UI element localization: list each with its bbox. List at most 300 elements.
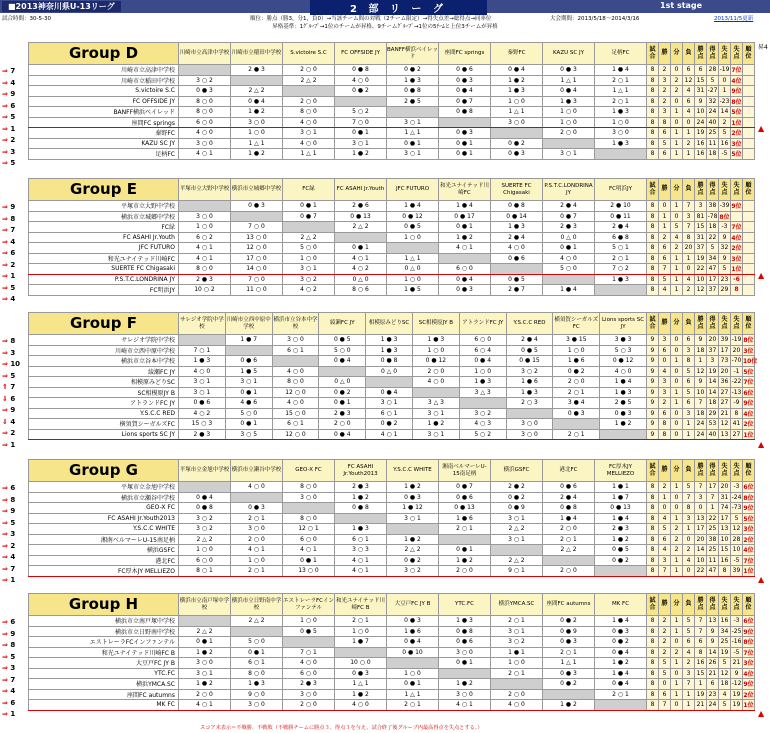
match-result: 0 ● 4 bbox=[595, 647, 647, 658]
table-row bbox=[29, 149, 755, 160]
stat-value: 1 bbox=[671, 513, 683, 524]
match-result: 3 ○ 1 bbox=[225, 377, 272, 388]
stat-value: 34 bbox=[719, 626, 731, 637]
stat-value: 3 bbox=[658, 377, 670, 388]
team-name: 港北FC bbox=[29, 555, 179, 566]
stat-value: 40 bbox=[706, 429, 718, 440]
match-result bbox=[491, 679, 543, 690]
team-name: エストレーラFCインファンテル bbox=[29, 637, 179, 648]
match-result: 3 ○ 2 bbox=[179, 75, 231, 86]
match-result: 4 ○ 0 bbox=[335, 75, 387, 86]
stat-value: 9 bbox=[646, 387, 658, 398]
stat-value: 8 bbox=[647, 149, 659, 160]
stat-value: 5 bbox=[683, 626, 695, 637]
match-result: 0 ● 3 bbox=[387, 492, 439, 503]
match-result: 2 △ 2 bbox=[387, 545, 439, 556]
match-result: 4 ○ 1 bbox=[439, 700, 491, 711]
stat-value: 81 bbox=[695, 211, 707, 222]
previous-rank: 4 bbox=[10, 417, 16, 426]
previous-rank: 9 bbox=[10, 90, 16, 98]
match-result bbox=[439, 253, 491, 264]
stat-value: 0 bbox=[671, 637, 683, 648]
match-result: 0 ● 8 bbox=[387, 86, 439, 97]
stat-value: 2 bbox=[659, 647, 671, 658]
stat-value: 6位 bbox=[743, 482, 755, 493]
match-result: 1 ○ 0 bbox=[283, 616, 335, 627]
team-name: FC ASAHI Jr.Youth2013 bbox=[29, 513, 179, 524]
table-row bbox=[29, 545, 755, 556]
stat-value: 2 bbox=[671, 75, 683, 86]
match-result: 0 ● 5 bbox=[387, 222, 439, 233]
stat-value: 4 bbox=[659, 545, 671, 556]
match-result: 0 ● 2 bbox=[387, 555, 439, 566]
match-result: 1 △ 1 bbox=[595, 86, 647, 97]
match-result: 0 ● 7 bbox=[543, 211, 595, 222]
match-result: 5 ○ 3 bbox=[600, 345, 647, 356]
stat-value: 17 bbox=[719, 513, 731, 524]
match-result bbox=[335, 232, 387, 243]
stat-value: 7 bbox=[659, 700, 671, 711]
stat-value: 53 bbox=[706, 419, 718, 430]
stat-value: 9 bbox=[646, 345, 658, 356]
stat-value: 8位 bbox=[731, 96, 743, 107]
stat-value: 6 bbox=[682, 398, 694, 409]
stat-value: 20 bbox=[706, 335, 718, 346]
match-result: 2 ● 4 bbox=[506, 335, 553, 346]
stat-value: 8 bbox=[647, 545, 659, 556]
match-result: 8 ○ 0 bbox=[179, 107, 231, 118]
stat-value: 5 bbox=[682, 387, 694, 398]
stat-value: 0 bbox=[683, 264, 695, 275]
match-result: 5 ○ 2 bbox=[335, 107, 387, 118]
stat-value: 8 bbox=[647, 75, 659, 86]
stat-value: 34 bbox=[707, 253, 719, 264]
match-result: 0 ● 10 bbox=[387, 647, 439, 658]
stat-value: 7位 bbox=[743, 647, 755, 658]
stat-value: 9 bbox=[646, 398, 658, 409]
stat-value: 38 bbox=[707, 534, 719, 545]
stat-value: 2 bbox=[683, 285, 695, 296]
match-result: 0 ● 2 bbox=[335, 86, 387, 97]
match-result: 3 ○ 2 bbox=[179, 513, 231, 524]
stat-value: 8 bbox=[647, 264, 659, 275]
stat-value: 1 bbox=[683, 253, 695, 264]
stat-value: 5位 bbox=[743, 513, 755, 524]
stat-value: 1 bbox=[682, 419, 694, 430]
match-result: 4 ○ 1 bbox=[179, 243, 231, 254]
arrow-icon: ⇒ bbox=[2, 283, 8, 292]
previous-rank: 2 bbox=[10, 429, 16, 437]
match-result: 5 ○ 0 bbox=[543, 264, 595, 275]
match-result: 2 ● 3 bbox=[543, 222, 595, 233]
match-result bbox=[459, 398, 506, 409]
stat-value bbox=[743, 201, 755, 212]
previous-rank: 5 bbox=[10, 518, 16, 527]
stat-value: -16 bbox=[731, 638, 742, 646]
match-result: 0 △ 0 bbox=[543, 232, 595, 243]
match-result: 0 ● 2 bbox=[366, 419, 413, 430]
stat-value: 13 bbox=[718, 429, 730, 440]
match-result bbox=[595, 285, 647, 296]
match-result: 1 ● 3 bbox=[543, 96, 595, 107]
stat-value: 5 bbox=[707, 75, 719, 86]
stat-header: 得点 bbox=[707, 43, 719, 65]
table-row bbox=[29, 524, 755, 535]
match-result: 2 △ 2 bbox=[231, 616, 283, 627]
match-result: 15 ○ 3 bbox=[179, 419, 226, 430]
previous-rank: 1 bbox=[10, 710, 16, 718]
stat-value: 4位 bbox=[731, 75, 743, 86]
match-result: 0 ● 4 bbox=[319, 429, 366, 440]
stat-value: 9位 bbox=[743, 679, 755, 690]
stat-value: 0 bbox=[670, 429, 682, 440]
stat-header: 負 bbox=[682, 313, 694, 335]
stat-value: 8 bbox=[647, 274, 659, 285]
stat-value: 9 bbox=[719, 253, 731, 264]
team-column-header: SUERTE FC Chigasaki bbox=[491, 179, 543, 201]
arrow-icon: ⇒ bbox=[2, 484, 8, 492]
match-result: 0 ● 1 bbox=[335, 128, 387, 139]
match-result: 2 ○ 0 bbox=[231, 534, 283, 545]
match-result: 4 ○ 1 bbox=[179, 700, 231, 711]
match-result: 0 △ 0 bbox=[387, 264, 439, 275]
team-column-header: BANFF横浜ベイレッド bbox=[387, 43, 439, 65]
stat-value: 1 bbox=[683, 689, 695, 700]
match-result: 0 ● 1 bbox=[543, 243, 595, 254]
match-result: 1 ● 6 bbox=[387, 626, 439, 637]
stat-value: 9 bbox=[646, 377, 658, 388]
match-result: 4 ○ 0 bbox=[272, 398, 319, 409]
arrow-icon: ⇓ bbox=[2, 417, 8, 426]
stat-value: 20 bbox=[695, 534, 707, 545]
stat-value: 0 bbox=[683, 534, 695, 545]
match-result: 4 ○ 0 bbox=[543, 253, 595, 264]
match-result: 0 ● 4 bbox=[459, 356, 506, 367]
stat-value: 4 bbox=[659, 285, 671, 296]
stat-header: 負 bbox=[683, 460, 695, 482]
match-result: 0 ● 4 bbox=[366, 387, 413, 398]
stat-value: 1 bbox=[671, 128, 683, 139]
match-result: 1 △ 1 bbox=[231, 138, 283, 149]
previous-rank: 9 bbox=[10, 203, 16, 211]
stat-value: 7位 bbox=[743, 555, 755, 566]
stat-value: 8 bbox=[647, 128, 659, 139]
stat-value: 9 bbox=[707, 626, 719, 637]
match-result: 3 ○ 1 bbox=[491, 534, 543, 545]
match-result: 2 ○ 1 bbox=[387, 700, 439, 711]
stat-value: 24 bbox=[707, 700, 719, 711]
table-row bbox=[29, 107, 755, 118]
match-result: 0 ● 14 bbox=[491, 211, 543, 222]
stat-value: 9 bbox=[646, 335, 658, 346]
stat-value: 8位 bbox=[742, 335, 754, 346]
match-result: 4 ○ 2 bbox=[179, 408, 226, 419]
match-result: 1 ● 4 bbox=[595, 65, 647, 76]
team-name: Y.S.C.C RED bbox=[29, 408, 179, 419]
match-result: 5 ○ 2 bbox=[459, 429, 506, 440]
group-name: Group D bbox=[29, 43, 179, 65]
match-result: 1 ● 6 bbox=[439, 513, 491, 524]
match-result: 3 ○ 1 bbox=[387, 117, 439, 128]
match-result: 2 ○ 1 bbox=[231, 566, 283, 577]
stat-value: 19 bbox=[731, 700, 743, 711]
arrow-icon: ⇒ bbox=[2, 576, 8, 584]
team-name: 川崎市立稲田中学校 bbox=[29, 75, 179, 86]
match-result: 2 ○ 1 bbox=[595, 96, 647, 107]
info-row bbox=[0, 14, 770, 23]
match-result: 0 ● 1 bbox=[231, 647, 283, 658]
arrow-icon: ⇓ bbox=[2, 394, 8, 403]
team-name: BANFF横浜ベイレッド bbox=[29, 107, 179, 118]
match-result: 1 ● 3 bbox=[366, 335, 413, 346]
match-result: 1 △ 1 bbox=[387, 689, 439, 700]
match-result: 1 ● 2 bbox=[439, 679, 491, 690]
match-result bbox=[335, 647, 387, 658]
match-result: 0 ● 1 bbox=[335, 243, 387, 254]
group-name: Group H bbox=[29, 594, 179, 616]
stat-value: -73 bbox=[731, 504, 742, 512]
match-result: 9 ○ 0 bbox=[231, 689, 283, 700]
stat-value: -24 bbox=[731, 493, 742, 501]
stat-value: 1 bbox=[671, 626, 683, 637]
match-result: 5 ○ 0 bbox=[283, 243, 335, 254]
previous-rank-column bbox=[2, 202, 15, 306]
match-result bbox=[272, 356, 319, 367]
stat-header: 順位 bbox=[743, 460, 755, 482]
stat-value: 2 bbox=[719, 117, 731, 128]
stat-value: 14 bbox=[706, 377, 718, 388]
stat-value: 1位 bbox=[743, 566, 755, 577]
stat-value: 6 bbox=[682, 335, 694, 346]
stat-value: -12 bbox=[731, 680, 742, 688]
match-result: 3 ○ 0 bbox=[231, 117, 283, 128]
arrow-icon: ⇒ bbox=[2, 710, 8, 718]
match-result: 6 ○ 2 bbox=[179, 232, 231, 243]
stat-value: 0 bbox=[695, 503, 707, 514]
match-result: 0 ● 2 bbox=[319, 387, 366, 398]
match-result: 3 ○ 1 bbox=[387, 513, 439, 524]
team-column-header: 和光ユナイテッド川崎FC bbox=[439, 179, 491, 201]
stat-value: 8位 bbox=[719, 211, 731, 222]
match-result: 1 ● 1 bbox=[595, 482, 647, 493]
match-result: 3 ○ 0 bbox=[179, 138, 231, 149]
stat-header: 勝点 bbox=[695, 460, 707, 482]
table-row bbox=[29, 356, 755, 367]
table-row bbox=[29, 201, 755, 212]
match-result: 6 ○ 1 bbox=[272, 345, 319, 356]
stat-value: 17 bbox=[707, 274, 719, 285]
arrow-icon: ⇑ bbox=[2, 383, 8, 391]
stat-value: 5 bbox=[719, 128, 731, 139]
stat-value: 1 bbox=[671, 149, 683, 160]
team-column-header: YTC.FC bbox=[439, 594, 491, 616]
match-result bbox=[283, 222, 335, 233]
table-row bbox=[29, 285, 755, 296]
stat-value: 3 bbox=[659, 75, 671, 86]
stat-value: 12 bbox=[694, 366, 706, 377]
stat-header: 失点 bbox=[718, 313, 730, 335]
match-result: 12 ○ 0 bbox=[231, 243, 283, 254]
stat-value: 9 bbox=[646, 356, 658, 367]
match-result: 3 ○ 0 bbox=[506, 429, 553, 440]
match-result: 2 ○ 1 bbox=[595, 253, 647, 264]
match-result: 1 ○ 0 bbox=[491, 96, 543, 107]
match-result: 0 ● 9 bbox=[543, 626, 595, 637]
stat-value: 16 bbox=[695, 658, 707, 669]
match-result: 3 ○ 2 bbox=[506, 366, 553, 377]
match-result: 2 △ 2 bbox=[179, 534, 231, 545]
updated-link[interactable]: 2013/11/5更新 bbox=[714, 16, 754, 22]
match-result bbox=[439, 534, 491, 545]
previous-rank: 4 bbox=[10, 687, 16, 695]
previous-rank: 1 bbox=[10, 272, 16, 280]
arrow-icon: ⇒ bbox=[2, 652, 8, 661]
team-name: FC明浜JY bbox=[29, 285, 179, 296]
stat-value: 7 bbox=[695, 626, 707, 637]
previous-rank: 5 bbox=[10, 652, 16, 661]
match-result: 2 ○ 0 bbox=[543, 524, 595, 535]
table-row bbox=[29, 117, 755, 128]
stat-value: 9位 bbox=[731, 201, 743, 212]
match-result: 0 ● 2 bbox=[543, 616, 595, 627]
previous-rank: 6 bbox=[10, 394, 16, 403]
previous-rank-column bbox=[2, 617, 15, 721]
match-result: 0 ● 1 bbox=[387, 679, 439, 690]
stat-value: 12 bbox=[719, 668, 731, 679]
match-result: 8 ○ 1 bbox=[179, 566, 231, 577]
stat-value: -1 bbox=[730, 366, 742, 377]
stat-header: 試合 bbox=[647, 43, 659, 65]
match-result: 0 ● 3 bbox=[231, 503, 283, 514]
match-result: 2 ○ 0 bbox=[283, 65, 335, 76]
stat-value: 2 bbox=[659, 616, 671, 627]
stat-value: 3 bbox=[695, 201, 707, 212]
match-result: 0 ● 12 bbox=[600, 356, 647, 367]
match-result: 3 ○ 0 bbox=[506, 419, 553, 430]
team-name: S.victoire S.C bbox=[29, 86, 179, 97]
match-result: 0 ● 2 bbox=[491, 492, 543, 503]
stat-header: 勝 bbox=[658, 313, 670, 335]
arrow-icon: ⇒ bbox=[2, 113, 8, 121]
group-table bbox=[28, 459, 754, 577]
match-result: 2 ○ 0 bbox=[283, 700, 335, 711]
stat-value: 7 bbox=[659, 264, 671, 275]
team-column-header: サレジオ学院中学校 bbox=[179, 313, 226, 335]
match-result: 2 ● 4 bbox=[491, 232, 543, 243]
match-result: 1 ● 3 bbox=[366, 345, 413, 356]
stat-value: 2 bbox=[671, 86, 683, 97]
team-name: 横浜市立谷本中学校 bbox=[29, 356, 179, 367]
stat-value: 6 bbox=[658, 345, 670, 356]
team-name: 湘南ベルマーレU-15南足柄 bbox=[29, 534, 179, 545]
stat-value: 6 bbox=[695, 637, 707, 648]
arrow-icon: ⇒ bbox=[2, 687, 8, 695]
stat-header: 失点 bbox=[719, 179, 731, 201]
match-result bbox=[225, 345, 272, 356]
stat-value: 3位 bbox=[731, 253, 743, 264]
match-result bbox=[231, 75, 283, 86]
match-result: 3 ○ 0 bbox=[231, 700, 283, 711]
team-name: 大豆戸FC JY B bbox=[29, 658, 179, 669]
team-column-header: 座間FC autumns bbox=[543, 594, 595, 616]
match-result: 0 ● 7 bbox=[439, 482, 491, 493]
arrow-icon: ⇒ bbox=[2, 348, 8, 357]
stat-value: 22 bbox=[707, 513, 719, 524]
stat-value: 2 bbox=[658, 398, 670, 409]
previous-rank: 9 bbox=[10, 507, 16, 515]
previous-rank: 4 bbox=[10, 553, 16, 561]
stat-value: 4位 bbox=[743, 668, 755, 679]
match-result: 0 ● 5 bbox=[595, 545, 647, 556]
stat-value: 4 bbox=[719, 689, 731, 700]
match-result: 2 ● 4 bbox=[543, 201, 595, 212]
stat-header: 勝 bbox=[659, 43, 671, 65]
stat-value: -23 bbox=[719, 97, 730, 105]
match-result: 1 ● 4 bbox=[387, 201, 439, 212]
stat-value: 7位 bbox=[731, 222, 743, 233]
stat-value bbox=[743, 253, 755, 264]
match-result: 4 ○ 0 bbox=[600, 366, 647, 377]
match-result: 0 ● 2 bbox=[595, 637, 647, 648]
stat-value: 2位 bbox=[731, 128, 743, 139]
stat-value: 0 bbox=[719, 75, 731, 86]
stat-value: 20 bbox=[730, 345, 742, 356]
group-table bbox=[28, 312, 758, 440]
stat-value: 37 bbox=[707, 285, 719, 296]
match-result: 2 ● 3 bbox=[595, 524, 647, 535]
team-name: KAZU SC JY bbox=[29, 138, 179, 149]
stat-value: 3位 bbox=[743, 524, 755, 535]
stat-value: 4位 bbox=[742, 408, 754, 419]
table-row bbox=[29, 264, 755, 275]
table-row bbox=[29, 75, 755, 86]
stat-header: 分 bbox=[671, 43, 683, 65]
stat-value bbox=[743, 86, 755, 97]
stat-value: 8 bbox=[647, 117, 659, 128]
match-result: 0 ● 2 bbox=[491, 138, 543, 149]
previous-rank: 4 bbox=[10, 78, 16, 87]
stat-value: 31 bbox=[695, 86, 707, 97]
table-row bbox=[29, 503, 755, 514]
match-result: 13 ○ 0 bbox=[231, 232, 283, 243]
stage-title: 1st stage bbox=[660, 1, 703, 10]
team-column-header: 横浜YMCA.SC bbox=[491, 594, 543, 616]
stat-value: 1 bbox=[671, 555, 683, 566]
match-result: 2 ○ 0 bbox=[553, 377, 600, 388]
stat-value: 14 bbox=[707, 647, 719, 658]
match-result: 1 ○ 0 bbox=[179, 545, 231, 556]
stat-value: 2位 bbox=[743, 534, 755, 545]
stat-value: 1 bbox=[671, 566, 683, 577]
match-result bbox=[491, 264, 543, 275]
stat-header: 勝点 bbox=[695, 179, 707, 201]
stat-value: 5 bbox=[659, 274, 671, 285]
team-column-header: 平塚市立金旭中学校 bbox=[179, 460, 231, 482]
group-name: Group G bbox=[29, 460, 179, 482]
match-result: 1 ○ 0 bbox=[459, 366, 506, 377]
match-result: 1 ● 4 bbox=[595, 513, 647, 524]
match-result bbox=[412, 387, 459, 398]
team-name: サレジオ学院中学校 bbox=[29, 335, 179, 346]
side-note: 昇4 bbox=[758, 44, 768, 51]
stat-value: 3 bbox=[683, 211, 695, 222]
match-result bbox=[179, 616, 231, 627]
stat-value: 3位 bbox=[731, 138, 743, 149]
table-row bbox=[29, 626, 755, 637]
team-column-header: 川崎市立稲田中学校 bbox=[231, 43, 283, 65]
stat-value: 41 bbox=[730, 419, 742, 430]
match-result: 1 ○ 0 bbox=[553, 345, 600, 356]
